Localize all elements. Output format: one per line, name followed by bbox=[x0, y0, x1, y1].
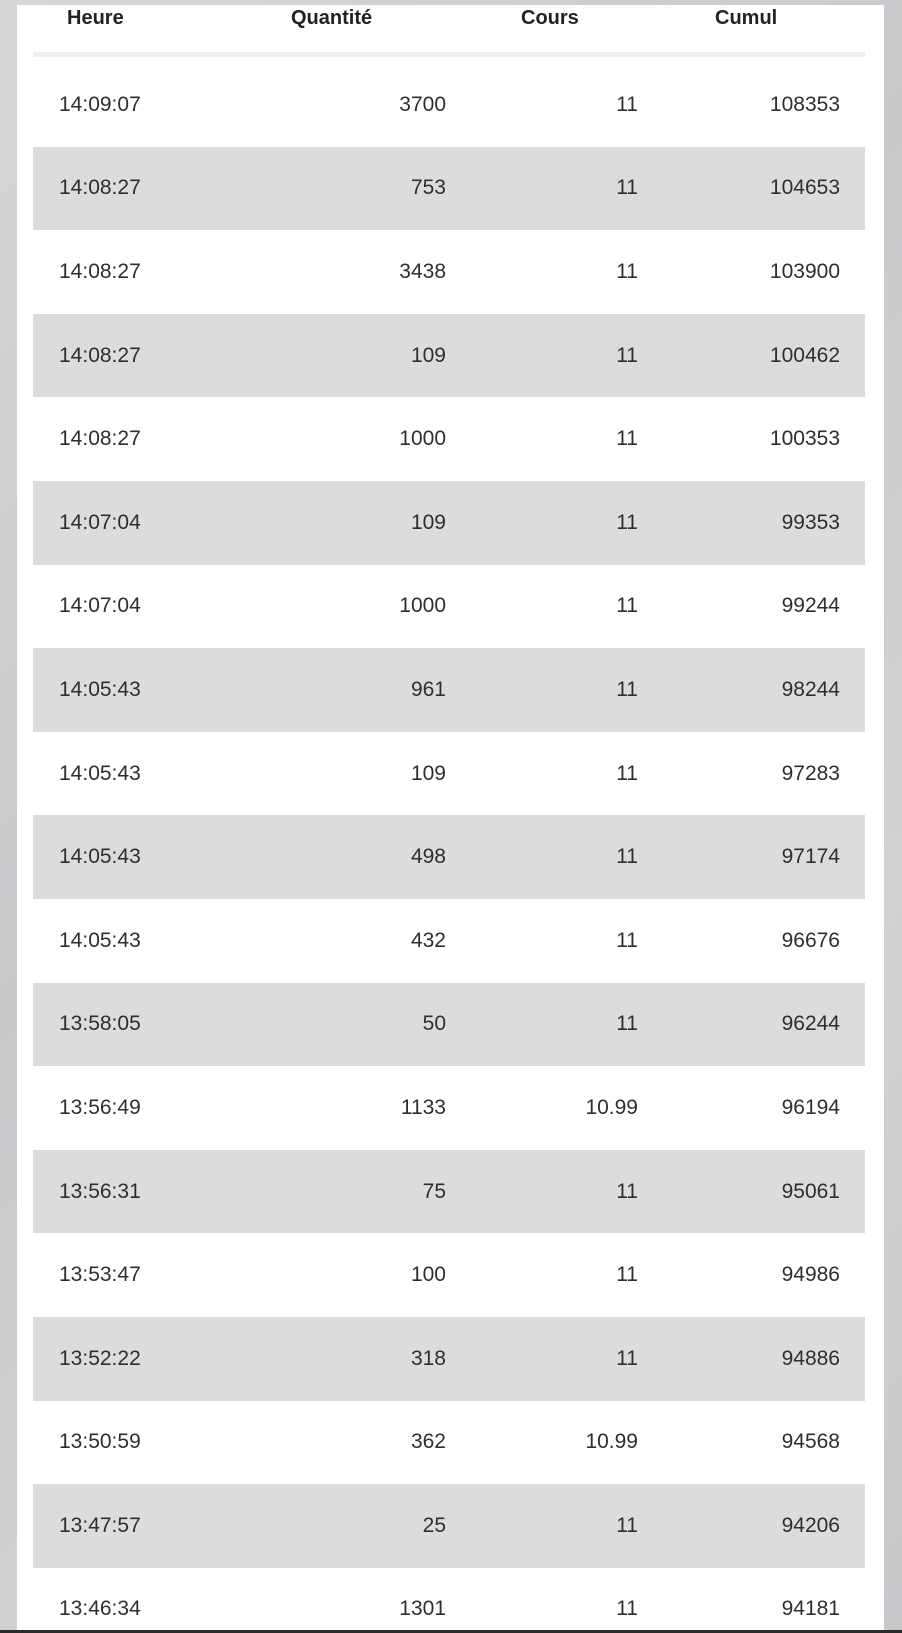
cell-time: 14:09:07 bbox=[59, 92, 141, 116]
cell-quantity: 1000 bbox=[399, 427, 446, 451]
cell-quantity: 753 bbox=[410, 176, 446, 200]
cell-price: 10.99 bbox=[585, 1430, 638, 1454]
cell-time: 13:47:57 bbox=[59, 1513, 141, 1537]
cell-quantity: 109 bbox=[410, 343, 446, 367]
column-header-quantity[interactable]: Quantité bbox=[291, 7, 373, 29]
cell-quantity: 1301 bbox=[399, 1597, 446, 1621]
cell-price: 11 bbox=[616, 1513, 638, 1537]
cell-cumulative: 104653 bbox=[769, 176, 840, 200]
cell-quantity: 75 bbox=[422, 1179, 446, 1203]
table-row bbox=[33, 481, 865, 565]
table-row bbox=[33, 1233, 865, 1317]
cell-time: 14:05:43 bbox=[59, 928, 141, 952]
cell-time: 14:08:27 bbox=[59, 259, 141, 283]
table-header bbox=[33, 5, 865, 57]
table-row bbox=[33, 899, 865, 983]
cell-price: 11 bbox=[616, 928, 638, 952]
table-row bbox=[33, 230, 865, 314]
cell-price: 11 bbox=[616, 594, 638, 618]
cell-time: 14:05:43 bbox=[59, 845, 141, 869]
cell-time: 13:52:22 bbox=[59, 1346, 141, 1370]
cell-quantity: 25 bbox=[422, 1513, 446, 1537]
cell-cumulative: 96676 bbox=[781, 928, 840, 952]
cell-quantity: 1000 bbox=[399, 594, 446, 618]
table-row bbox=[33, 147, 865, 231]
cell-price: 11 bbox=[616, 1263, 638, 1287]
cell-quantity: 50 bbox=[422, 1012, 446, 1036]
trades-panel bbox=[17, 5, 884, 1630]
table-row bbox=[33, 983, 865, 1067]
cell-cumulative: 108353 bbox=[769, 92, 840, 116]
cell-time: 14:08:27 bbox=[59, 343, 141, 367]
cell-cumulative: 97283 bbox=[781, 761, 840, 785]
cell-price: 11 bbox=[616, 1346, 638, 1370]
cell-time: 14:08:27 bbox=[59, 176, 141, 200]
cell-price: 11 bbox=[616, 761, 638, 785]
cell-quantity: 3700 bbox=[399, 92, 446, 116]
cell-cumulative: 94206 bbox=[781, 1513, 840, 1537]
cell-cumulative: 96194 bbox=[781, 1095, 840, 1119]
table-row bbox=[33, 1066, 865, 1150]
cell-cumulative: 100353 bbox=[769, 427, 840, 451]
cell-cumulative: 95061 bbox=[781, 1179, 840, 1203]
cell-price: 10.99 bbox=[585, 1095, 638, 1119]
cell-cumulative: 94181 bbox=[781, 1597, 840, 1621]
cell-quantity: 1133 bbox=[400, 1095, 446, 1119]
table-row bbox=[33, 732, 865, 816]
cell-cumulative: 96244 bbox=[781, 1012, 840, 1036]
table-row bbox=[33, 1568, 865, 1630]
cell-price: 11 bbox=[616, 677, 638, 701]
cell-quantity: 318 bbox=[410, 1346, 446, 1370]
column-header-cumulative[interactable]: Cumul bbox=[715, 7, 778, 29]
cell-time: 14:05:43 bbox=[59, 677, 141, 701]
cell-price: 11 bbox=[616, 427, 638, 451]
table-row bbox=[33, 1317, 865, 1401]
cell-price: 11 bbox=[616, 1179, 638, 1203]
table-row bbox=[33, 648, 865, 732]
cell-cumulative: 94568 bbox=[781, 1430, 840, 1454]
cell-time: 13:46:34 bbox=[59, 1597, 141, 1621]
cell-quantity: 100 bbox=[410, 1263, 446, 1287]
cell-cumulative: 94886 bbox=[781, 1346, 840, 1370]
table-row bbox=[33, 63, 865, 147]
cell-quantity: 961 bbox=[410, 677, 446, 701]
column-header-price[interactable]: Cours bbox=[521, 7, 579, 29]
cell-cumulative: 94986 bbox=[781, 1263, 840, 1287]
table-row bbox=[33, 815, 865, 899]
table-row bbox=[33, 1150, 865, 1234]
cell-quantity: 109 bbox=[410, 510, 446, 534]
cell-quantity: 362 bbox=[410, 1430, 446, 1454]
cell-price: 11 bbox=[616, 845, 638, 869]
cell-cumulative: 97174 bbox=[781, 845, 840, 869]
cell-cumulative: 99353 bbox=[781, 510, 840, 534]
cell-time: 14:05:43 bbox=[59, 761, 141, 785]
cell-time: 13:53:47 bbox=[59, 1263, 141, 1287]
cell-time: 13:58:05 bbox=[59, 1012, 141, 1036]
cell-time: 14:07:04 bbox=[59, 510, 141, 534]
cell-price: 11 bbox=[616, 343, 638, 367]
cell-price: 11 bbox=[616, 92, 638, 116]
cell-quantity: 498 bbox=[410, 845, 446, 869]
cell-time: 14:07:04 bbox=[59, 594, 141, 618]
cell-cumulative: 103900 bbox=[769, 259, 840, 283]
cell-cumulative: 98244 bbox=[781, 677, 840, 701]
cell-price: 11 bbox=[616, 1597, 638, 1621]
cell-price: 11 bbox=[616, 259, 638, 283]
table-row bbox=[33, 1401, 865, 1485]
table-row bbox=[33, 314, 865, 398]
cell-time: 13:56:31 bbox=[59, 1179, 141, 1203]
cell-time: 14:08:27 bbox=[59, 427, 141, 451]
cell-cumulative: 100462 bbox=[769, 343, 840, 367]
cell-quantity: 3438 bbox=[399, 259, 446, 283]
table-row bbox=[33, 565, 865, 649]
cell-quantity: 109 bbox=[410, 761, 446, 785]
cell-time: 13:50:59 bbox=[59, 1430, 141, 1454]
cell-price: 11 bbox=[616, 176, 638, 200]
table-row bbox=[33, 397, 865, 481]
trades-table-body bbox=[33, 63, 865, 1630]
cell-price: 11 bbox=[616, 510, 638, 534]
table-row bbox=[33, 1484, 865, 1568]
cell-time: 13:56:49 bbox=[59, 1095, 141, 1119]
column-header-time[interactable]: Heure bbox=[67, 7, 124, 29]
cell-quantity: 432 bbox=[410, 928, 446, 952]
cell-cumulative: 99244 bbox=[781, 594, 840, 618]
cell-price: 11 bbox=[616, 1012, 638, 1036]
